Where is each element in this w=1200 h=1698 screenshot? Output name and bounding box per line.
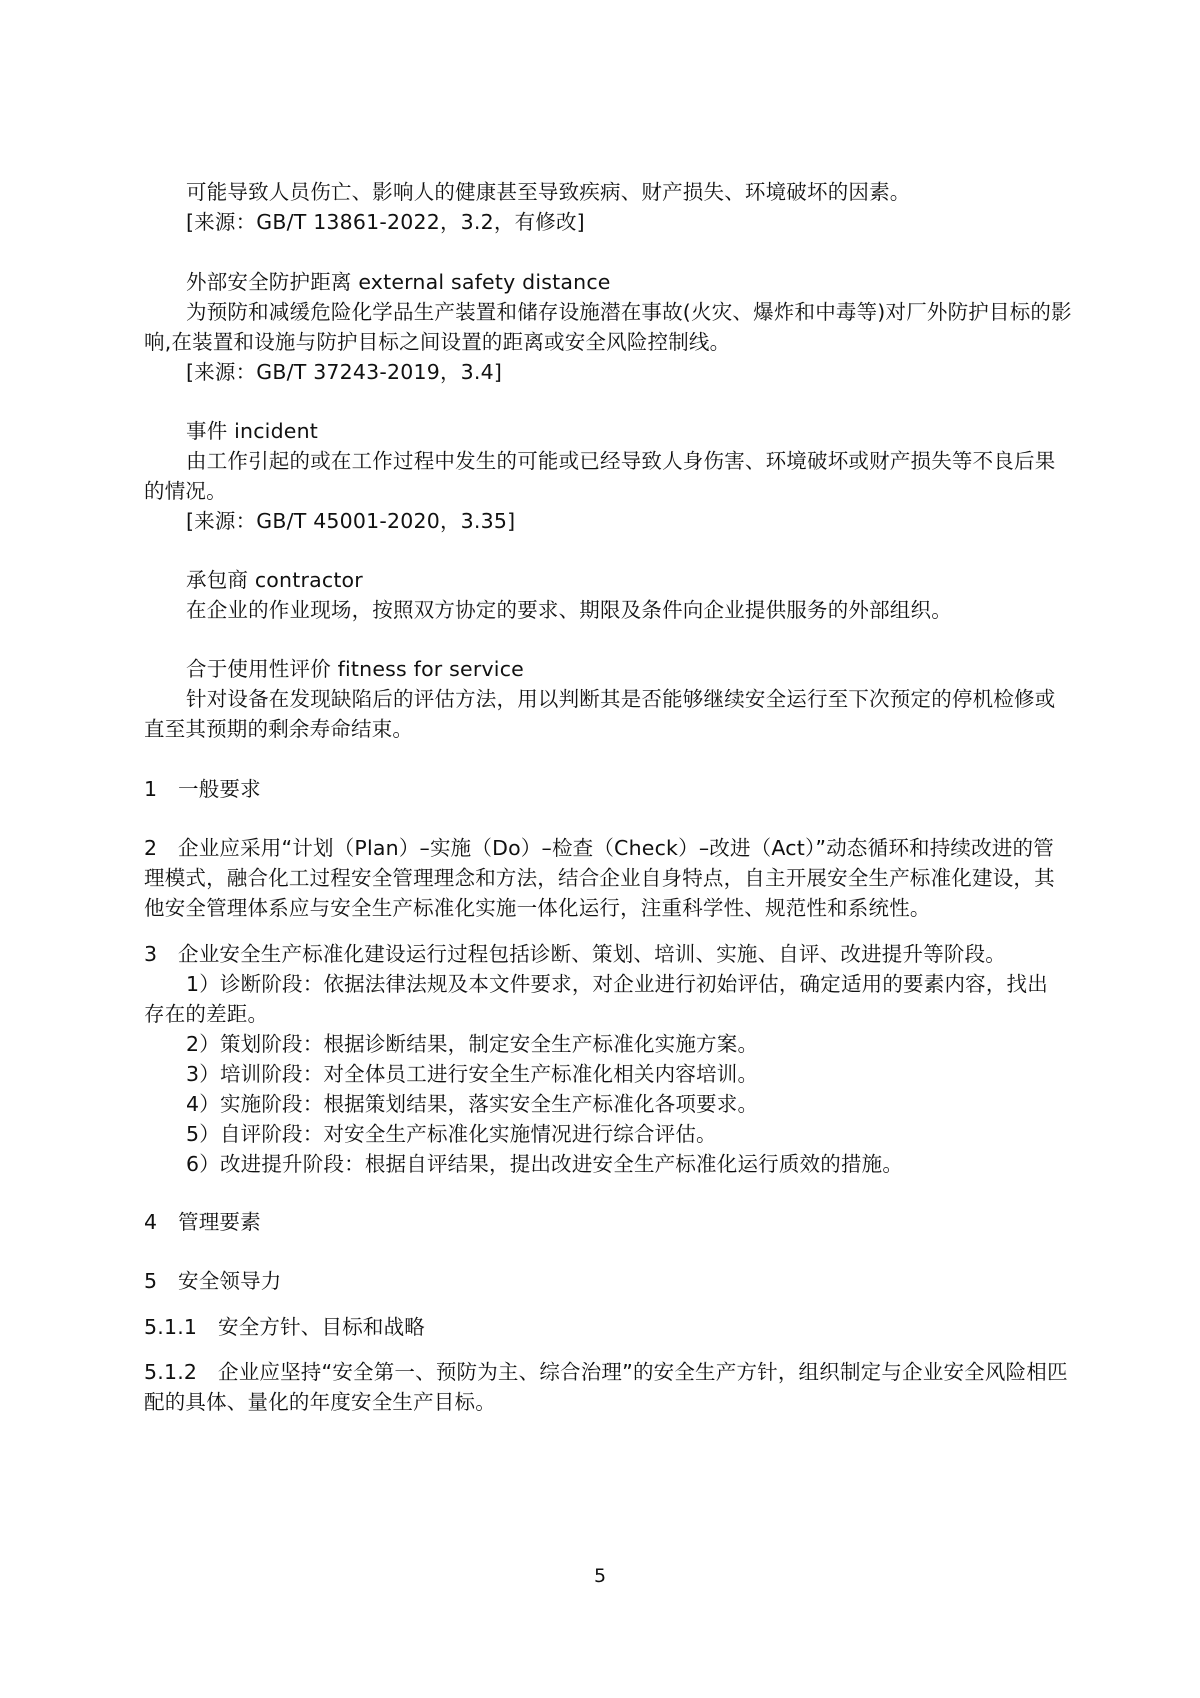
list-item: 2）策划阶段：根据诊断结果，制定安全生产标准化实施方案。 [186, 1032, 759, 1056]
section-2-line [0, 834, 1200, 862]
term-title-fitness-for-service: 合于使用性评价 fitness for service [186, 657, 524, 681]
section-number: 5 [144, 1269, 158, 1293]
section-3-line [0, 940, 1200, 968]
section-number: 5.1.2 [144, 1360, 198, 1384]
term-definition-line: 为预防和减缓危险化学品生产装置和储存设施潜在事故(火灾、爆炸和中毒等)对厂外防护目标的影 [186, 300, 1072, 324]
page-number: 5 [593, 1565, 607, 1587]
term-definition-line: 的情况。 [144, 479, 227, 503]
section-number: 1 [144, 777, 158, 801]
hazard-source: [来源：GB/T 13861-2022，3.2，有修改] [186, 210, 585, 234]
term-source: [来源：GB/T 45001-2020，3.35] [186, 509, 516, 533]
paragraph-text: 企业应采用“计划（Plan）–实施（Do）–检查（Check）–改进（Act）”动态循环和持续改进的管 [178, 836, 1054, 860]
list-item: 3）培训阶段：对全体员工进行安全生产标准化相关内容培训。 [186, 1062, 759, 1086]
term-definition-line: 响,在装置和设施与防护目标之间设置的距离或安全风险控制线。 [144, 330, 731, 354]
paragraph-line: 他安全管理体系应与安全生产标准化实施一体化运行，注重科学性、规范性和系统性。 [144, 896, 931, 920]
section-title: 一般要求 [178, 777, 261, 801]
section-heading-5-1-1 [0, 1313, 1200, 1341]
section-heading-1 [0, 775, 1200, 803]
term-definition-line: 直至其预期的剩余寿命结束。 [144, 717, 414, 741]
section-number: 5.1.1 [144, 1315, 198, 1339]
paragraph-line: 理模式，融合化工过程安全管理理念和方法，结合企业自身特点，自主开展安全生产标准化建设，其 [144, 866, 1055, 890]
term-source: [来源：GB/T 37243-2019，3.4] [186, 360, 503, 384]
section-title: 安全领导力 [178, 1269, 282, 1293]
section-number: 3 [144, 942, 158, 966]
section-5-1-2-line [0, 1358, 1200, 1386]
list-item: 6）改进提升阶段：根据自评结果，提出改进安全生产标准化运行质效的措施。 [186, 1152, 904, 1176]
term-title-external-safety-distance: 外部安全防护距离 external safety distance [186, 270, 611, 294]
section-heading-5 [0, 1267, 1200, 1295]
section-title: 管理要素 [178, 1210, 261, 1234]
section-heading-4 [0, 1208, 1200, 1236]
list-item: 5）自评阶段：对安全生产标准化实施情况进行综合评估。 [186, 1122, 717, 1146]
term-definition-line: 针对设备在发现缺陷后的评估方法，用以判断其是否能够继续安全运行至下次预定的停机检修或 [186, 687, 1056, 711]
term-definition-line: 在企业的作业现场，按照双方协定的要求、期限及条件向企业提供服务的外部组织。 [186, 598, 952, 622]
hazard-definition: 可能导致人员伤亡、影响人的健康甚至导致疾病、财产损失、环境破坏的因素。 [186, 180, 911, 204]
paragraph-text: 企业应坚持“安全第一、预防为主、综合治理”的安全生产方针，组织制定与企业安全风险相匹 [218, 1360, 1068, 1384]
list-item-continuation: 存在的差距。 [144, 1002, 269, 1026]
paragraph-line: 配的具体、量化的年度安全生产目标。 [144, 1390, 496, 1414]
section-number: 4 [144, 1210, 158, 1234]
list-item: 1）诊断阶段：依据法律法规及本文件要求，对企业进行初始评估，确定适用的要素内容，找出 [186, 972, 1048, 996]
term-title-contractor: 承包商 contractor [186, 568, 363, 592]
section-number: 2 [144, 836, 158, 860]
list-item: 4）实施阶段：根据策划结果，落实安全生产标准化各项要求。 [186, 1092, 759, 1116]
section-title: 安全方针、目标和战略 [218, 1315, 425, 1339]
term-definition-line: 由工作引起的或在工作过程中发生的可能或已经导致人身伤害、环境破坏或财产损失等不良后果 [186, 449, 1056, 473]
paragraph-text: 企业安全生产标准化建设运行过程包括诊断、策划、培训、实施、自评、改进提升等阶段。 [178, 942, 1006, 966]
term-title-incident: 事件 incident [186, 419, 319, 443]
